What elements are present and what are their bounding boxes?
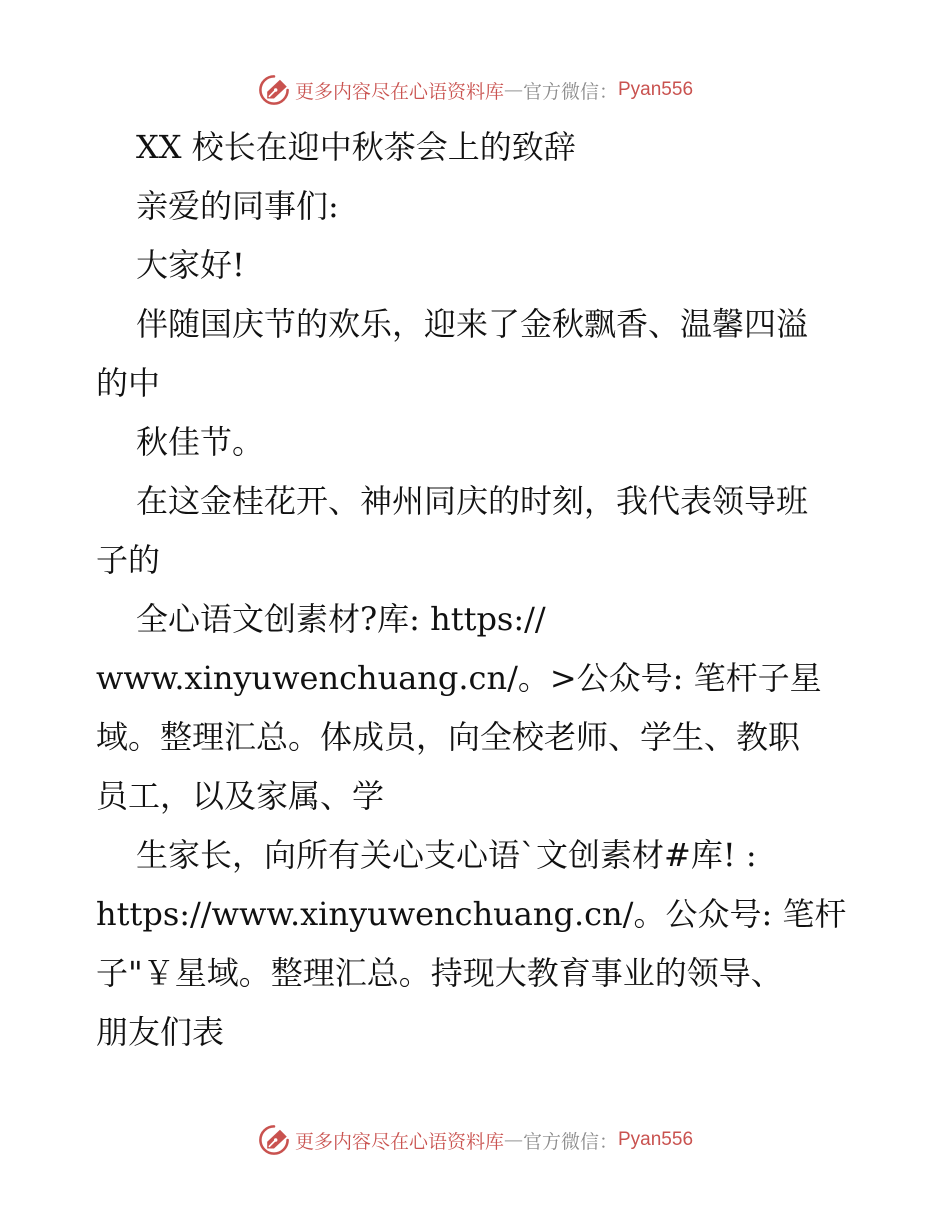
banner-separator: —: [503, 1129, 523, 1151]
body-paragraph-line: 员工，以及家属、学: [96, 777, 385, 815]
banner-wechat-label: 官方微信：: [522, 80, 618, 103]
banner-title: 更多内容尽在心语资料库: [294, 80, 504, 103]
body-paragraph-line: 朋友们表: [96, 1013, 225, 1051]
body-paragraph-line: 在这金桂花开、神州同庆的时刻，我代表领导班: [136, 482, 809, 520]
body-paragraph-line: 亲爱的同事们:: [136, 187, 339, 225]
body-paragraph-line: www.xinyuwenchuang.cn/。>公众号: 笔杆子星: [96, 659, 822, 697]
banner-wechat-id: Pyan556: [618, 79, 694, 100]
body-paragraph-line: 的中: [96, 364, 161, 402]
document-body: [96, 118, 856, 1062]
pen-nib-logo-icon: [257, 1123, 291, 1157]
body-paragraph-line: 全心语文创素材?库: https://: [136, 600, 546, 638]
pen-nib-logo-icon: [257, 73, 291, 107]
body-paragraph-line: 秋佳节。: [136, 423, 265, 461]
header-banner: [0, 70, 950, 110]
banner-separator: —: [503, 79, 523, 101]
body-paragraph-line: 子"￥星域。整理汇总。持现大教育事业的领导、: [96, 954, 783, 992]
banner-wechat-label: 官方微信：: [522, 1130, 618, 1153]
footer-banner: [0, 1120, 950, 1160]
body-paragraph-line: 伴随国庆节的欢乐，迎来了金秋飘香、温馨四溢: [136, 305, 809, 343]
body-paragraph-line: 域。整理汇总。体成员，向全校老师、学生、教职: [96, 718, 801, 756]
body-paragraph-line: https://www.xinyuwenchuang.cn/。公众号: 笔杆: [96, 895, 847, 933]
banner-wechat-id: Pyan556: [618, 1129, 694, 1150]
body-paragraph-line: 大家好!: [136, 246, 245, 284]
body-paragraph-line: 子的: [96, 541, 161, 579]
banner-title: 更多内容尽在心语资料库: [294, 1130, 504, 1153]
body-paragraph-line: 生家长，向所有关心支心语`文创素材#库! :: [136, 836, 757, 874]
body-paragraph-line: XX 校长在迎中秋茶会上的致辞: [136, 128, 576, 166]
